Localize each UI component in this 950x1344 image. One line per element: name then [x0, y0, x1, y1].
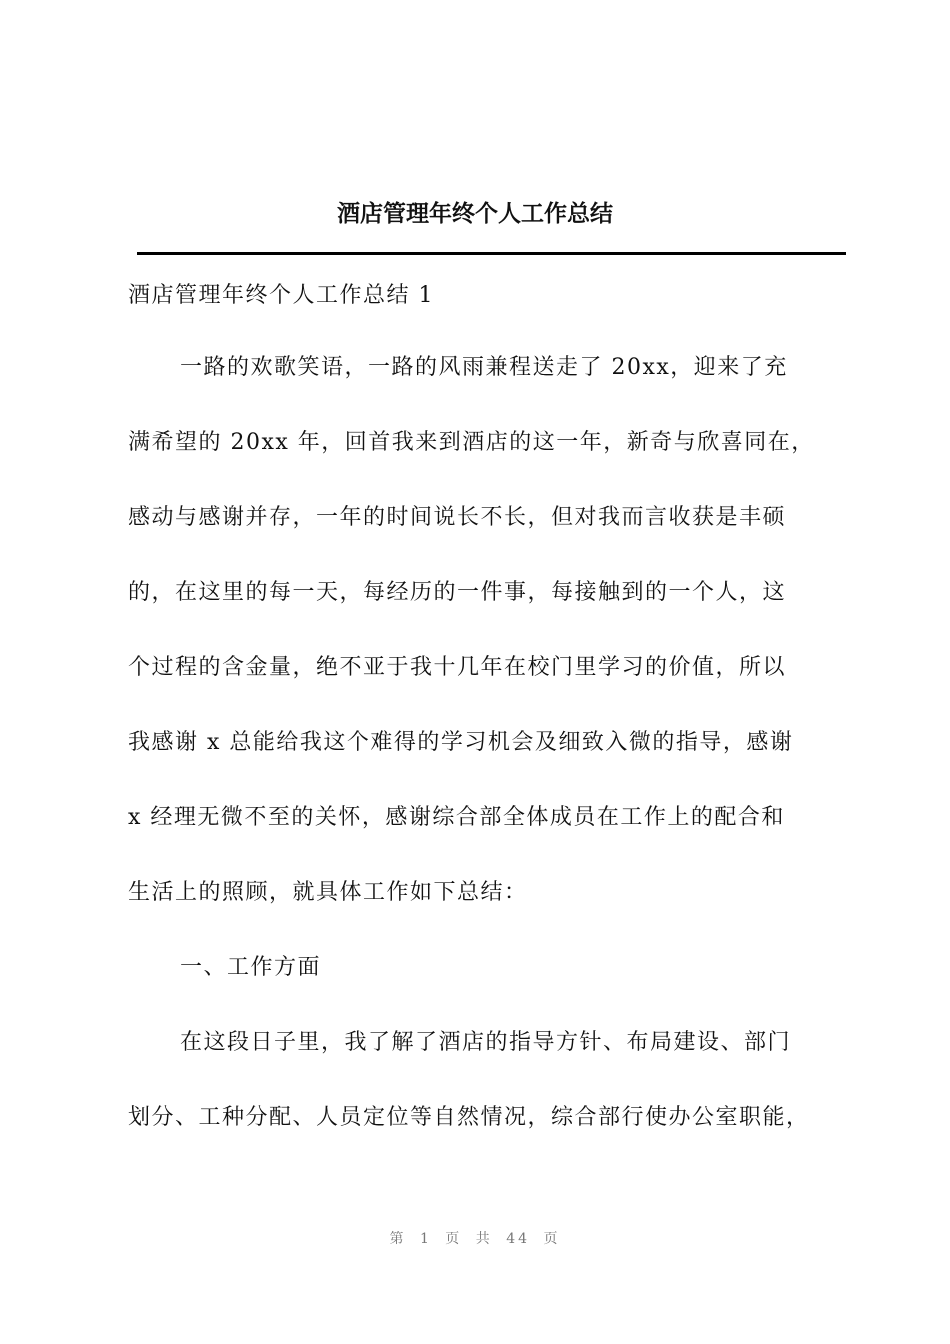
paragraph-line: 一路的欢歌笑语，一路的风雨兼程送走了 20xx，迎来了充 — [180, 355, 788, 380]
section-heading: 酒店管理年终个人工作总结 1 — [128, 283, 434, 308]
paragraph-line: 划分、工种分配、人员定位等自然情况，综合部行使办公室职能， — [128, 1105, 810, 1130]
paragraph-line: x 经理无微不至的关怀，感谢综合部全体成员在工作上的配合和 — [128, 805, 785, 830]
subsection-heading: 一、工作方面 — [180, 955, 322, 980]
paragraph-line: 在这段日子里，我了解了酒店的指导方针、布局建设、部门 — [180, 1030, 792, 1055]
paragraph-line: 个过程的含金量，绝不亚于我十几年在校门里学习的价值，所以 — [128, 655, 787, 680]
paragraph-line: 的，在这里的每一天，每经历的一件事，每接触到的一个人，这 — [128, 580, 787, 605]
paragraph-line: 感动与感谢并存，一年的时间说长不长，但对我而言收获是丰硕 — [128, 505, 787, 530]
title-underline — [137, 252, 846, 255]
paragraph-line: 我感谢 x 总能给我这个难得的学习机会及细致入微的指导，感谢 — [128, 730, 794, 755]
document-title: 酒店管理年终个人工作总结 — [337, 200, 613, 227]
paragraph-line: 满希望的 20xx 年，回首我来到酒店的这一年，新奇与欣喜同在， — [128, 430, 815, 455]
page-footer: 第 1 页 共 44 页 — [389, 1231, 561, 1247]
paragraph-line: 生活上的照顾，就具体工作如下总结： — [128, 880, 528, 905]
